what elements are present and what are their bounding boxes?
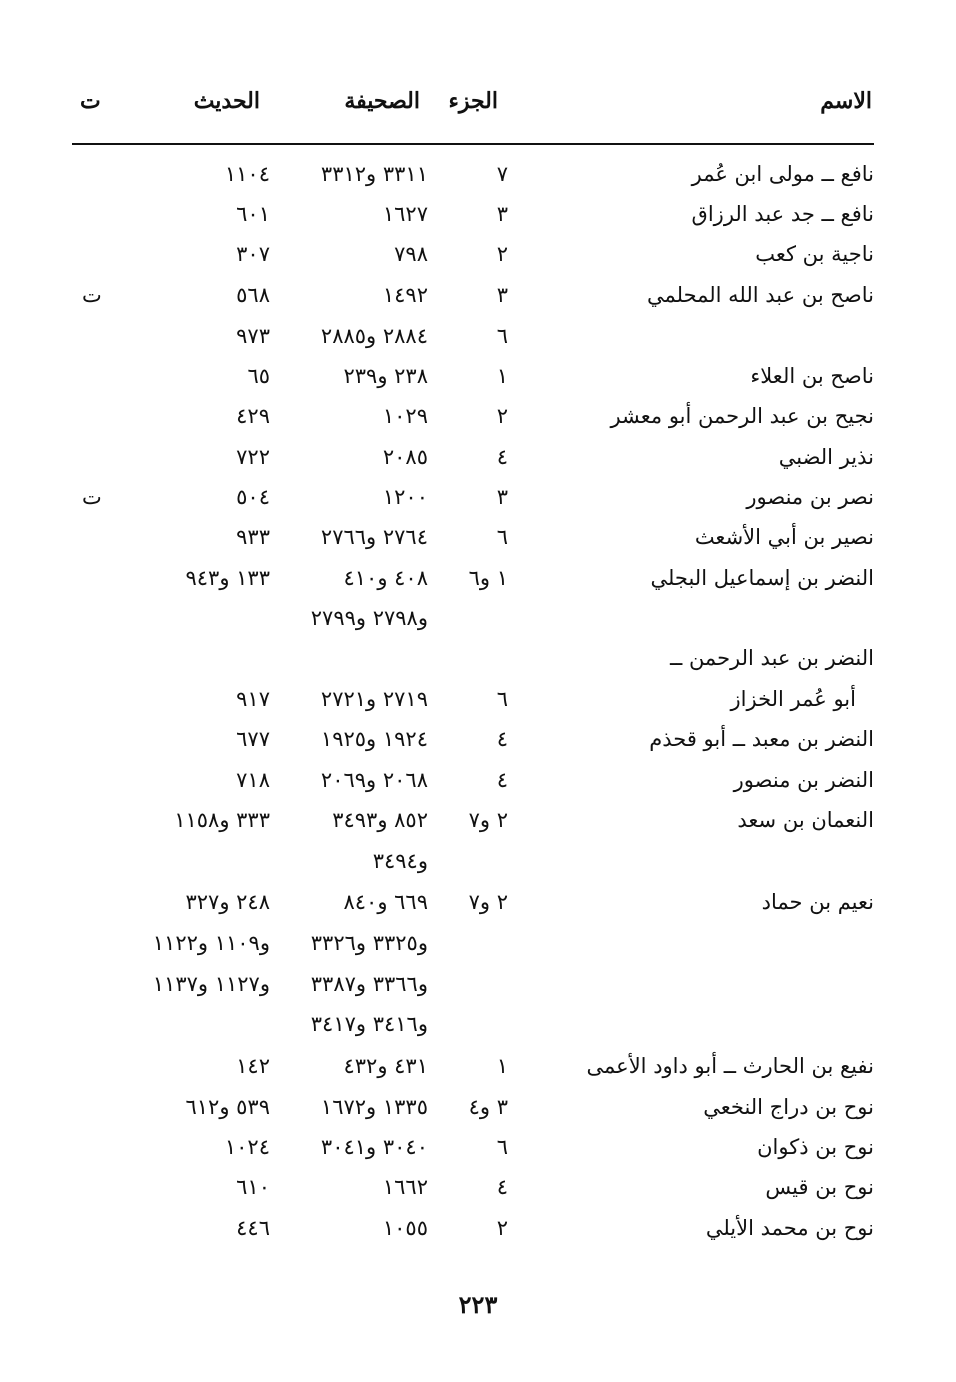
table-row	[0, 439, 956, 475]
entry-t-mark: ت	[82, 485, 102, 509]
entry-hadith: ٣٠٧	[236, 242, 270, 266]
entry-name: النعمان بن سعد	[737, 808, 874, 832]
entry-page: ٢٠٦٨ و٢٠٦٩	[320, 768, 428, 792]
entry-juz: ٦	[496, 1135, 508, 1159]
entry-hadith: ٥٠٤	[236, 485, 270, 509]
entry-hadith: و١١٢٧ و١١٣٧	[152, 972, 270, 996]
entry-page: ٢٣٨ و٢٣٩	[343, 364, 428, 388]
entry-hadith: ١١٠٤	[224, 162, 270, 186]
entry-page: و٢٧٩٨ و٢٧٩٩	[310, 606, 428, 630]
entry-name: النضر بن إسماعيل البجلي	[650, 566, 874, 590]
entry-hadith: ٦١٠	[236, 1175, 270, 1199]
page-number: ٢٢٣	[458, 1290, 498, 1319]
table-row	[0, 277, 956, 313]
table-row	[0, 802, 956, 838]
header-name: الاسم	[820, 88, 872, 114]
table-row	[0, 1129, 956, 1165]
entry-page: و٣٣٦٦ و٣٣٨٧	[310, 972, 428, 996]
header-juz: الجزء	[448, 88, 498, 114]
entry-name: ناصح بن العلاء	[750, 364, 874, 388]
entry-page: ١٠٥٥	[382, 1216, 428, 1240]
entry-juz: ١	[496, 1054, 508, 1078]
table-row	[0, 925, 956, 961]
entry-juz: ١ و٦	[468, 566, 508, 590]
entry-name: ناصح بن عبد الله المحلمي	[646, 283, 874, 307]
table-row	[0, 1006, 956, 1042]
entry-name: نذير الضبي	[778, 445, 874, 469]
entry-hadith: ٦٧٧	[236, 727, 270, 751]
entry-name: النضر بن معبد ــ أبو قحذم	[649, 727, 874, 751]
table-row	[0, 479, 956, 515]
entry-name: النضر بن منصور	[733, 768, 874, 792]
table-row	[0, 398, 956, 434]
entry-juz: ٢ و٧	[468, 890, 508, 914]
table-row	[0, 600, 956, 636]
entry-name: نوح بن دراج النخعي	[703, 1095, 874, 1119]
entry-juz: ٦	[496, 687, 508, 711]
entry-juz: ٧	[496, 162, 508, 186]
entry-juz: ٢	[496, 242, 508, 266]
entry-juz: ٣	[496, 283, 508, 307]
entry-name: نافع ــ جد عبد الرزاق	[691, 202, 874, 226]
entry-page: ١٦٢٧	[382, 202, 428, 226]
entry-name: نفيع بن الحارث ــ أبو داود الأعمى	[586, 1054, 874, 1078]
table-row	[0, 196, 956, 232]
entry-hadith: ٧٢٢	[236, 445, 270, 469]
entry-page: و٣٣٢٥ و٣٣٢٦	[310, 931, 428, 955]
entry-juz: ٤	[496, 1175, 508, 1199]
entry-page: و٣٤٩٤	[372, 849, 428, 873]
entry-page: ١٠٢٩	[382, 404, 428, 428]
entry-hadith: ١٤٢	[236, 1054, 270, 1078]
entry-hadith: و١١٠٩ و١١٢٢	[152, 931, 270, 955]
entry-name: نافع ــ مولى ابن عُمر	[691, 162, 874, 186]
entry-hadith: ٦٠١	[236, 202, 270, 226]
table-row	[0, 681, 956, 717]
entry-juz: ٦	[496, 525, 508, 549]
table-row	[0, 1169, 956, 1205]
entry-page: ١٩٢٤ و١٩٢٥	[320, 727, 428, 751]
entry-page: ٢٧١٩ و٢٧٢١	[320, 687, 428, 711]
table-row	[0, 318, 956, 354]
entry-hadith: ١٠٢٤	[224, 1135, 270, 1159]
header-rule	[72, 143, 874, 145]
table-row	[0, 843, 956, 879]
table-row	[0, 1210, 956, 1246]
entry-juz: ٤	[496, 445, 508, 469]
table-row	[0, 560, 956, 596]
entry-page: ١٣٣٥ و١٦٧٢	[320, 1095, 428, 1119]
entry-hadith: ٩١٧	[236, 687, 270, 711]
entry-page: ٢٨٨٤ و٢٨٨٥	[320, 324, 428, 348]
entry-name: نصر بن منصور	[746, 485, 874, 509]
entry-page: ٤٠٨ و٤١٠	[343, 566, 428, 590]
entry-hadith: ٧١٨	[236, 768, 270, 792]
table-row	[0, 640, 956, 676]
entry-hadith: ٤٢٩	[236, 404, 270, 428]
entry-name: النضر بن عبد الرحمن ــ	[669, 646, 874, 670]
entry-page: ١٢٠٠	[382, 485, 428, 509]
table-row	[0, 721, 956, 757]
entry-hadith: ١٣٣ و٩٤٣	[185, 566, 270, 590]
table-row	[0, 966, 956, 1002]
header-t: ت	[80, 88, 101, 114]
table-row	[0, 358, 956, 394]
entry-juz: ٢	[496, 1216, 508, 1240]
header-hadith: الحديث	[193, 88, 260, 114]
entry-juz: ٢	[496, 404, 508, 428]
entry-hadith: ٤٤٦	[236, 1216, 270, 1240]
entry-juz: ٣	[496, 485, 508, 509]
entry-juz: ٣	[496, 202, 508, 226]
entry-hadith: ٥٦٨	[236, 283, 270, 307]
table-row	[0, 1048, 956, 1084]
table-row	[0, 236, 956, 272]
entry-page: ١٦٦٢	[382, 1175, 428, 1199]
entry-page: ٣٣١١ و٣٣١٢	[320, 162, 428, 186]
table-row	[0, 884, 956, 920]
entry-name: نصير بن أبي الأشعث	[694, 525, 874, 549]
entry-page: ٤٣١ و٤٣٢	[343, 1054, 428, 1078]
entry-name: ناجية بن كعب	[755, 242, 874, 266]
entry-name: نعيم بن حماد	[761, 890, 874, 914]
entry-hadith: ٢٤٨ و٣٢٧	[185, 890, 270, 914]
entry-hadith: ٩٣٣	[236, 525, 270, 549]
entry-juz: ٤	[496, 768, 508, 792]
entry-name: نوح بن قيس	[765, 1175, 874, 1199]
entry-name: نوح بن محمد الأيلي	[705, 1216, 874, 1240]
table-row	[0, 519, 956, 555]
entry-page: و٣٤١٦ و٣٤١٧	[310, 1012, 428, 1036]
entry-juz: ٦	[496, 324, 508, 348]
entry-juz: ٢ و٧	[468, 808, 508, 832]
entry-juz: ٣ و٤	[468, 1095, 508, 1119]
entry-page: ١٤٩٢	[382, 283, 428, 307]
entry-page: ٦٦٩ و٨٤٠	[343, 890, 428, 914]
entry-t-mark: ت	[82, 283, 102, 307]
entry-hadith: ٩٧٣	[236, 324, 270, 348]
entry-page: ٧٩٨	[394, 242, 428, 266]
table-row	[0, 1089, 956, 1125]
entry-name: نجيح بن عبد الرحمن أبو معشر	[610, 404, 874, 428]
entry-page: ٢٧٦٤ و٢٧٦٦	[320, 525, 428, 549]
entry-name: أبو عُمر الخزاز	[730, 687, 856, 711]
table-row	[0, 762, 956, 798]
entry-juz: ١	[496, 364, 508, 388]
entry-hadith: ٥٣٩ و٦١٢	[185, 1095, 270, 1119]
entry-page: ٣٠٤٠ و٣٠٤١	[320, 1135, 428, 1159]
table-row	[0, 156, 956, 192]
entry-page: ٨٥٢ و٣٤٩٣	[332, 808, 428, 832]
entry-name: نوح بن ذكوان	[757, 1135, 874, 1159]
entry-hadith: ٦٥	[247, 364, 270, 388]
entry-page: ٢٠٨٥	[382, 445, 428, 469]
header-page: الصحيفة	[344, 88, 420, 114]
entry-hadith: ٣٣٣ و١١٥٨	[174, 808, 270, 832]
entry-juz: ٤	[496, 727, 508, 751]
